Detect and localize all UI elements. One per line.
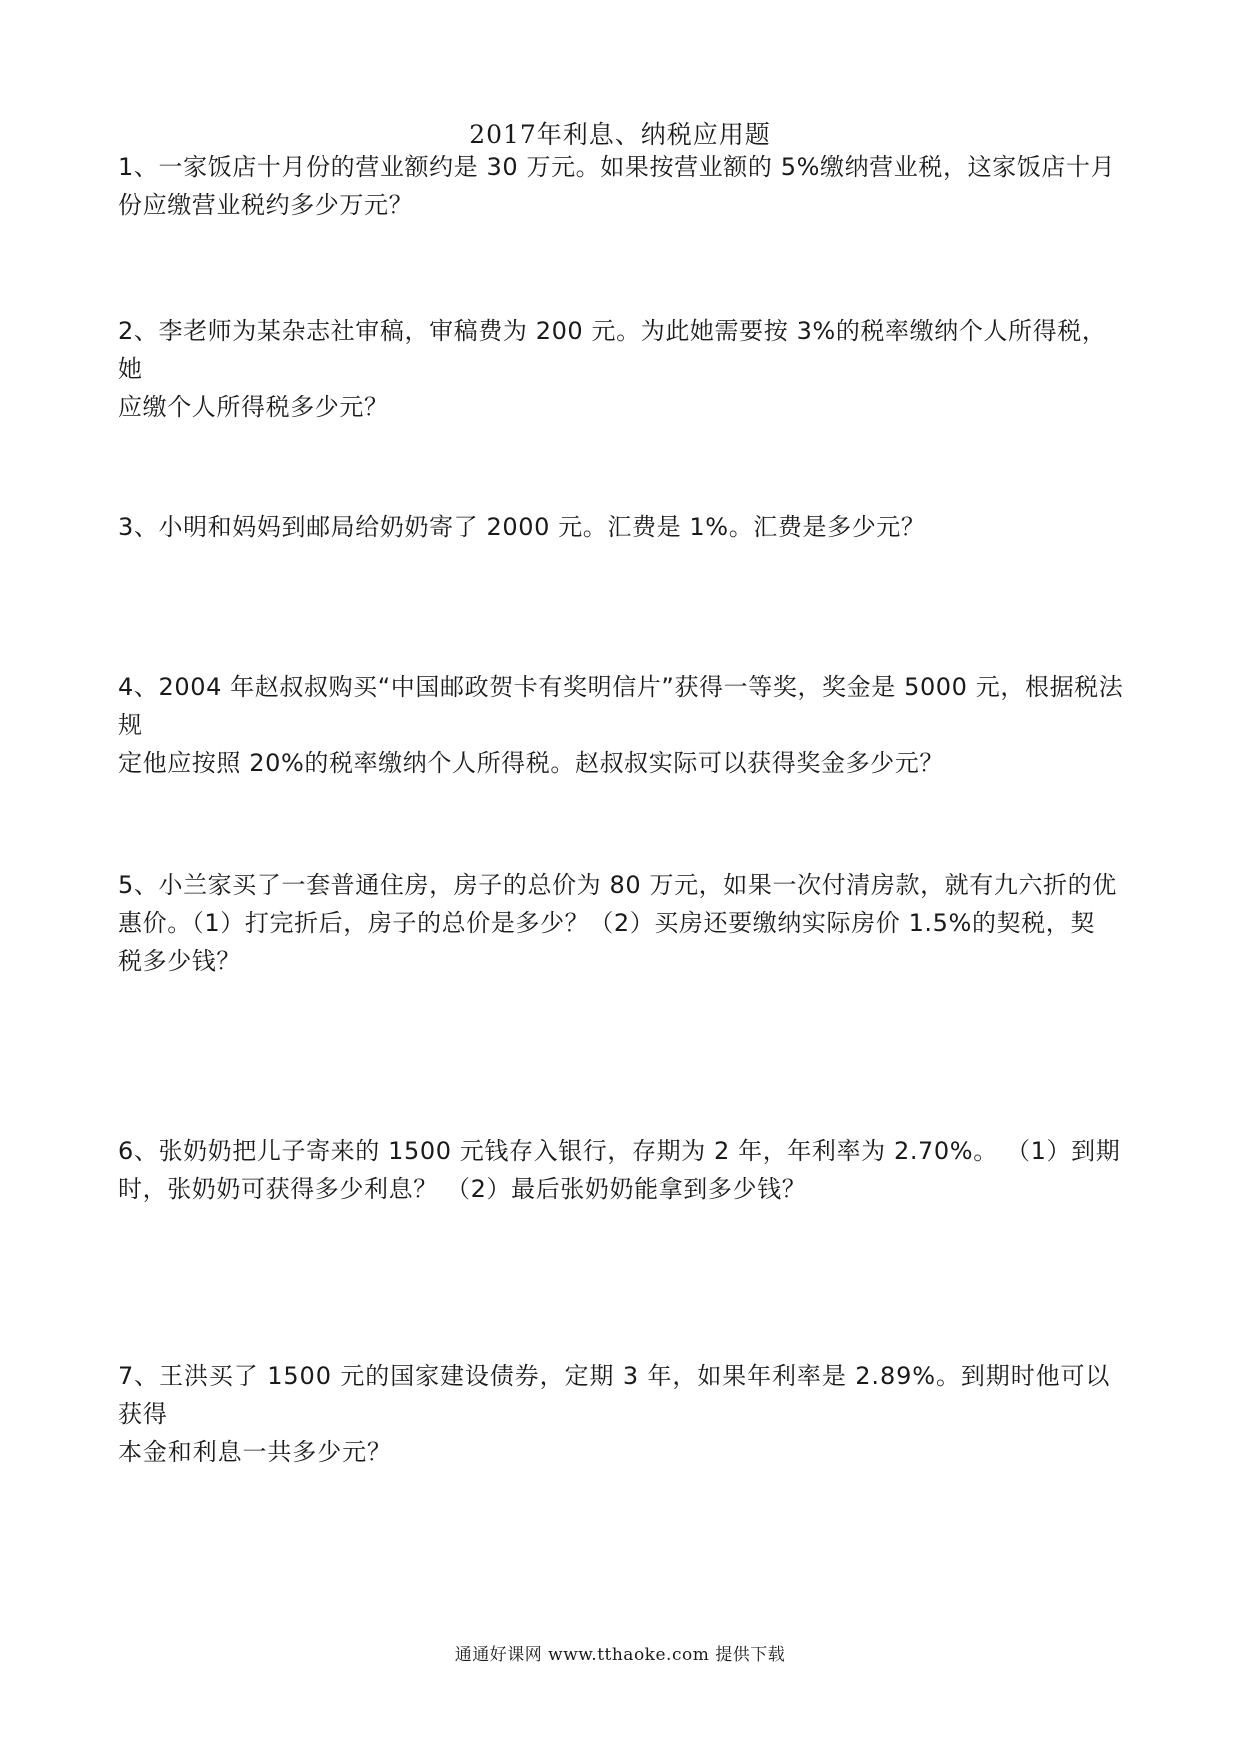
- question-text-line: 时，张奶奶可获得多少利息？ （2）最后张奶奶能拿到多少钱？: [118, 1175, 807, 1203]
- question-text-line: 本金和利息一共多少元？: [118, 1438, 392, 1466]
- question-text-line: 6、张奶奶把儿子寄来的 1500 元钱存入银行，存期为 2 年，年利率为 2.70%。 （1）到期: [118, 1137, 1121, 1165]
- question-2: [118, 312, 1128, 426]
- page-footer: 通通好课网 www.tthaoke.com 提供下载: [454, 1645, 786, 1665]
- question-5: [118, 866, 1128, 980]
- page-title: 2017年利息、纳税应用题: [469, 120, 771, 149]
- question-text-line: 应缴个人所得税多少元？: [118, 393, 389, 421]
- question-text-line: 惠价。（1）打完折后，房子的总价是多少？（2）买房还要缴纳实际房价 1.5%的契税，契: [118, 909, 1095, 937]
- question-text-line: 税多少钱？: [118, 947, 241, 975]
- question-4: [118, 668, 1128, 782]
- question-1: [118, 148, 1128, 224]
- question-text-line: 5、小兰家买了一套普通住房，房子的总价为 80 万元，如果一次付清房款，就有九六折的优: [118, 871, 1117, 899]
- question-text-line: 1、一家饭店十月份的营业额约是 30 万元。如果按营业额的 5%缴纳营业税，这家饭店十月: [118, 153, 1116, 181]
- question-text-line: 份应缴营业税约多少万元？: [118, 191, 414, 219]
- question-text-line: 4、2004 年赵叔叔购买“中国邮政贺卡有奖明信片”获得一等奖，奖金是 5000 元，根据税法规: [118, 673, 1124, 739]
- question-7: [118, 1357, 1128, 1471]
- question-text-line: 2、李老师为某杂志社审稿，审稿费为 200 元。为此她需要按 3%的税率缴纳个人所得税，她: [118, 317, 1107, 383]
- question-6: [118, 1132, 1128, 1208]
- question-text-line: 定他应按照 20%的税率缴纳个人所得税。赵叔叔实际可以获得奖金多少元？: [118, 749, 944, 777]
- question-3: [118, 508, 1128, 546]
- question-text-line: 3、小明和妈妈到邮局给奶奶寄了 2000 元。汇费是 1%。汇费是多少元？: [118, 513, 926, 541]
- question-text-line: 7、王洪买了 1500 元的国家建设债券，定期 3 年，如果年利率是 2.89%。到期时他可以获得: [118, 1362, 1111, 1428]
